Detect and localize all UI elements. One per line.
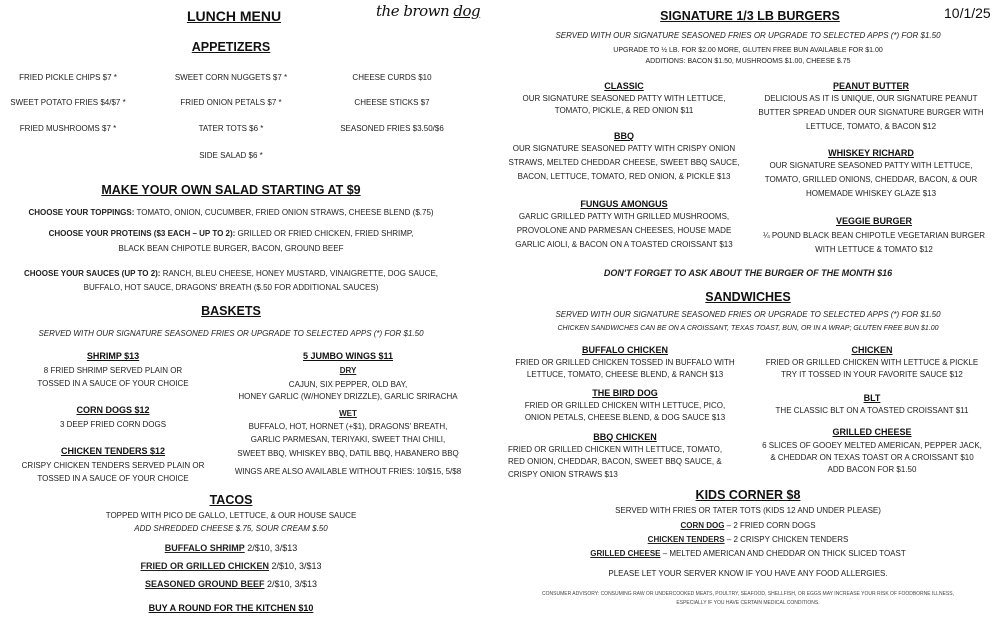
appetizer-item: SEASONED FRIES $3.50/$6 [340, 124, 444, 133]
peanut-desc: DELICIOUS AS IT IS UNIQUE, OUR SIGNATURE PEANUT [764, 94, 978, 103]
grilled-cheese-title: GRILLED CHEESE [832, 427, 912, 437]
burgers-additions: ADDITIONS: BACON $1.50, MUSHROOMS $1.00, CHEESE $.75 [645, 58, 851, 65]
bird-dog-desc: ONION PETALS, CHEESE BLEND, & DOG SAUCE $13 [524, 413, 726, 422]
burger-of-month: DON'T FORGET TO ASK ABOUT THE BURGER OF THE MONTH $16 [603, 268, 893, 278]
wings-wet-label: WET [339, 409, 357, 418]
brown-dog-logo: the brown dog [376, 2, 481, 20]
bbq-chicken-desc: RED ONION, CHEDDAR, BACON, SWEET BBQ SAUCE, & [508, 457, 722, 466]
corn-dogs-title: CORN DOGS $12 [76, 405, 150, 415]
grilled-cheese-desc: ADD BACON FOR $1.50 [827, 465, 917, 474]
burgers-upgrade: UPGRADE TO ½ LB. FOR $2.00 MORE, GLUTEN FREE BUN AVAILABLE FOR $1.00 [613, 47, 883, 54]
bbq-burger-desc: BACON, LETTUCE, TOMATO, RED ONION, & PICKLE $13 [517, 172, 731, 181]
sandwiches-heading: SANDWICHES [705, 290, 791, 304]
fungus-desc: GARLIC AIOLI, & BACON ON A TOASTED CROISSANT $13 [515, 240, 733, 249]
classic-desc: OUR SIGNATURE SEASONED PATTY WITH LETTUCE, [522, 94, 726, 103]
salad-toppings [28, 208, 433, 218]
taco-name: BUFFALO SHRIMP [164, 543, 245, 553]
kids-item [590, 549, 905, 559]
kids-item [680, 521, 815, 531]
salad-sauces-cont: BUFFALO, HOT SAUCE, DRAGONS' BREATH ($.50 FOR ADDITIONAL SAUCES) [83, 283, 379, 292]
buffalo-chicken-desc: LETTUCE, TOMATO, CHEESE BLEND, & RANCH $13 [526, 370, 724, 379]
consumer-advisory: CONSUMER ADVISORY: CONSUMING RAW OR UNDERCOOKED MEATS, POULTRY, SEAFOOD, SHELLFISH, OR EGGS MAY INCREASE YOUR RISK OF FOODBORNE ILLNESS, [542, 591, 954, 597]
kitchen-round: BUY A ROUND FOR THE KITCHEN $10 [148, 603, 314, 613]
bird-dog-title: THE BIRD DOG [592, 388, 658, 398]
page-title: LUNCH MENU [186, 8, 282, 24]
fungus-desc: PROVOLONE AND PARMESAN CHEESES, HOUSE MADE [516, 226, 732, 235]
taco-price: 2/$10, 3/$13 [264, 579, 318, 589]
baskets-heading: BASKETS [201, 304, 261, 318]
peanut-desc: LETTUCE, TOMATO, & BACON $12 [805, 122, 937, 131]
classic-desc: TOMATO, PICKLE, & RED ONION $11 [554, 106, 694, 115]
baskets-served-note: SERVED WITH OUR SIGNATURE SEASONED FRIES OR UPGRADE TO SELECTED APPS (*) FOR $1.50 [38, 329, 424, 338]
bbq-chicken-title: BBQ CHICKEN [593, 432, 657, 442]
shrimp-desc: TOSSED IN A SAUCE OF YOUR CHOICE [37, 379, 189, 388]
sandwiches-bread-note: CHICKEN SANDWICHES CAN BE ON A CROISSANT, TEXAS TOAST, BUN, OR IN A WRAP; GLUTEN FREE BUN $1.00 [557, 325, 939, 332]
salad-proteins [49, 229, 414, 239]
whiskey-title: WHISKEY RICHARD [828, 148, 914, 158]
sauces-label: CHOOSE YOUR SAUCES (UP TO 2): [24, 269, 161, 278]
buffalo-chicken-desc: FRIED OR GRILLED CHICKEN TOSSED IN BUFFALO WITH [515, 358, 735, 367]
bbq-burger-desc: OUR SIGNATURE SEASONED PATTY WITH CRISPY ONION [512, 144, 736, 153]
appetizer-item: CHEESE CURDS $10 [352, 73, 432, 82]
taco-item [165, 543, 298, 553]
taco-item [140, 561, 321, 571]
salad-sauces [24, 269, 438, 279]
taco-item [145, 579, 317, 589]
wings-wet: SWEET BBQ, WHISKEY BBQ, DATIL BBQ, HABANERO BBQ [237, 449, 459, 458]
whiskey-desc: OUR SIGNATURE SEASONED PATTY WITH LETTUCE, [769, 161, 973, 170]
sauces-text: RANCH, BLEU CHEESE, HONEY MUSTARD, VINAIGRETTE, DOG SAUCE, [160, 269, 438, 278]
kids-heading: KIDS CORNER $8 [695, 488, 801, 502]
consumer-advisory-cont: ESPECIALLY IF YOU HAVE CERTAIN MEDICAL CONDITIONS. [676, 600, 820, 606]
bbq-chicken-desc: CRISPY ONION STRAWS $13 [508, 470, 618, 479]
kids-item-desc: – 2 CRISPY CHICKEN TENDERS [724, 535, 849, 544]
kids-item-desc: – MELTED AMERICAN AND CHEDDAR ON THICK SLICED TOAST [660, 549, 906, 558]
appetizers-heading: APPETIZERS [191, 40, 271, 54]
toppings-text: TOMATO, ONION, CUCUMBER, FRIED ONION STRAWS, CHEESE BLEND ($.75) [134, 208, 434, 217]
tacos-addons: ADD SHREDDED CHEESE $.75, SOUR CREAM $.50 [134, 524, 328, 533]
shrimp-desc: 8 FRIED SHRIMP SERVED PLAIN OR [43, 366, 183, 375]
bird-dog-desc: FRIED OR GRILLED CHICKEN WITH LETTUCE, PICO, [524, 401, 726, 410]
kids-item-desc: – 2 FRIED CORN DOGS [724, 521, 816, 530]
chicken-sandwich-desc: FRIED OR GRILLED CHICKEN WITH LETTUCE & PICKLE [765, 358, 979, 367]
toppings-label: CHOOSE YOUR TOPPINGS: [28, 208, 135, 217]
chicken-sandwich-title: CHICKEN [851, 345, 893, 355]
veggie-title: VEGGIE BURGER [835, 216, 913, 226]
taco-price: 2/$10, 3/$13 [244, 543, 298, 553]
fungus-desc: GARLIC GRILLED PATTY WITH GRILLED MUSHROOMS, [518, 212, 730, 221]
kids-item-name: GRILLED CHEESE [590, 549, 661, 558]
taco-price: 2/$10, 3/$13 [268, 561, 322, 571]
appetizer-item: CHEESE STICKS $7 [354, 98, 430, 107]
grilled-cheese-desc: & CHEDDAR ON TEXAS TOAST OR A CROISSANT $10 [770, 453, 974, 462]
burgers-heading: SIGNATURE 1/3 LB BURGERS [660, 9, 840, 23]
taco-name: FRIED OR GRILLED CHICKEN [140, 561, 269, 571]
bbq-chicken-desc: FRIED OR GRILLED CHICKEN WITH LETTUCE, TOMATO, [508, 445, 723, 454]
appetizer-item: FRIED PICKLE CHIPS $7 * [19, 73, 117, 82]
kids-served-note: SERVED WITH FRIES OR TATER TOTS (KIDS 12 AND UNDER PLEASE) [615, 506, 881, 515]
classic-title: CLASSIC [604, 81, 644, 91]
shrimp-basket-title: SHRIMP $13 [86, 351, 140, 361]
kids-item [648, 535, 849, 545]
appetizer-item: SWEET POTATO FRIES $4/$7 * [10, 98, 126, 107]
grilled-cheese-desc: 6 SLICES OF GOOEY MELTED AMERICAN, PEPPER JACK, [762, 441, 982, 450]
allergy-note: PLEASE LET YOUR SERVER KNOW IF YOU HAVE ANY FOOD ALLERGIES. [608, 569, 888, 578]
blt-desc: THE CLASSIC BLT ON A TOASTED CROISSANT $11 [775, 406, 969, 415]
chicken-sandwich-desc: TRY IT TOSSED IN YOUR FAVORITE SAUCE $12 [781, 370, 963, 379]
tenders-desc: TOSSED IN A SAUCE OF YOUR CHOICE [37, 474, 189, 483]
corn-dogs-desc: 3 DEEP FRIED CORN DOGS [59, 420, 167, 429]
whiskey-desc: HOMEMADE WHISKEY GLAZE $13 [805, 189, 937, 198]
proteins-label: CHOOSE YOUR PROTEINS ($3 EACH – UP TO 2): [48, 229, 236, 238]
wings-wet: BUFFALO, HOT, HORNET (+$1), DRAGONS' BREATH, [248, 422, 448, 431]
tacos-desc: TOPPED WITH PICO DE GALLO, LETTUCE, & OUR HOUSE SAUCE [105, 511, 357, 520]
appetizer-item: TATER TOTS $6 * [198, 124, 264, 133]
wings-title: 5 JUMBO WINGS $11 [302, 351, 394, 361]
peanut-desc: BUTTER SPREAD UNDER OUR SIGNATURE BURGER WITH [758, 108, 984, 117]
appetizer-item: FRIED MUSHROOMS $7 * [19, 124, 117, 133]
buffalo-chicken-title: BUFFALO CHICKEN [582, 345, 668, 355]
wings-wet: GARLIC PARMESAN, TERIYAKI, SWEET THAI CHILI, [250, 435, 446, 444]
wings-note: WINGS ARE ALSO AVAILABLE WITHOUT FRIES: 10/$15, 5/$8 [234, 467, 462, 476]
tenders-desc: CRISPY CHICKEN TENDERS SERVED PLAIN OR [21, 461, 205, 470]
bbq-burger-title: BBQ [614, 131, 634, 141]
kids-item-name: CHICKEN TENDERS [647, 535, 725, 544]
menu-date: 10/1/25 [944, 5, 991, 21]
salad-heading: MAKE YOUR OWN SALAD STARTING AT $9 [101, 183, 361, 197]
tenders-title: CHICKEN TENDERS $12 [60, 446, 166, 456]
veggie-desc: ¼ POUND BLACK BEAN CHIPOTLE VEGETARIAN BURGER [762, 231, 986, 240]
taco-name: SEASONED GROUND BEEF [144, 579, 265, 589]
fungus-title: FUNGUS AMONGUS [580, 199, 668, 209]
blt-title: BLT [863, 393, 881, 403]
peanut-title: PEANUT BUTTER [833, 81, 909, 91]
proteins-text: GRILLED OR FRIED CHICKEN, FRIED SHRIMP, [235, 229, 414, 238]
wings-dry: HONEY GARLIC (W/HONEY DRIZZLE), GARLIC SRIRACHA [238, 392, 458, 401]
kids-item-name: CORN DOG [680, 521, 725, 530]
appetizer-item: FRIED ONION PETALS $7 * [180, 98, 282, 107]
veggie-desc: WITH LETTUCE & TOMATO $12 [815, 245, 933, 254]
appetizer-item: SIDE SALAD $6 * [199, 151, 263, 160]
wings-dry-label: DRY [339, 366, 357, 375]
bbq-burger-desc: STRAWS, MELTED CHEDDAR CHEESE, SWEET BBQ SAUCE, [508, 158, 740, 167]
whiskey-desc: TOMATO, GRILLED ONIONS, CHEDDAR, BACON, & OUR [764, 175, 978, 184]
appetizer-item: SWEET CORN NUGGETS $7 * [174, 73, 288, 82]
salad-proteins-cont: BLACK BEAN CHIPOTLE BURGER, BACON, GROUND BEEF [118, 244, 344, 253]
burgers-served-note: SERVED WITH OUR SIGNATURE SEASONED FRIES OR UPGRADE TO SELECTED APPS (*) FOR $1.50 [555, 31, 941, 40]
wings-dry: CAJUN, SIX PEPPER, OLD BAY, [288, 380, 408, 389]
tacos-heading: TACOS [209, 493, 253, 507]
sandwiches-served-note: SERVED WITH OUR SIGNATURE SEASONED FRIES OR UPGRADE TO SELECTED APPS (*) FOR $1.50 [555, 310, 941, 319]
